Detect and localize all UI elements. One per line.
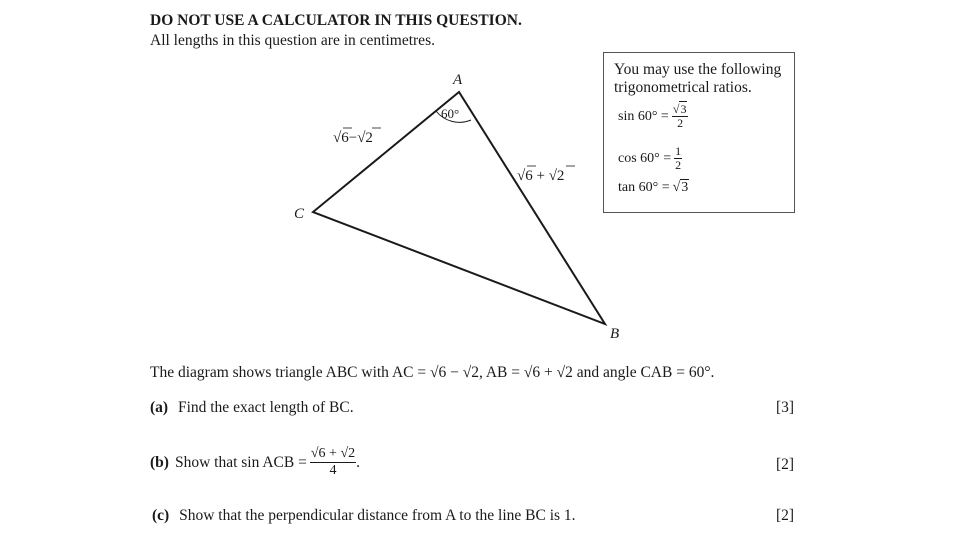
part-a-text: Find the exact length of BC. bbox=[177, 399, 354, 416]
part-c-label: (c) bbox=[152, 507, 170, 524]
part-a-label: (a) bbox=[150, 399, 169, 416]
tan-ratio-row bbox=[618, 180, 689, 196]
ratio-intro bbox=[614, 61, 781, 97]
part-b-fraction bbox=[310, 446, 356, 479]
tan-value: √3 bbox=[672, 180, 689, 195]
part-c-text: Show that the perpendicular distance from A to the line BC is 1. bbox=[179, 507, 576, 524]
part-c-marks: [2] bbox=[776, 507, 795, 524]
sin-label: sin 60° = bbox=[618, 108, 669, 124]
sin-denominator: 2 bbox=[677, 116, 684, 131]
ratio-intro-line1: You may use the following bbox=[614, 61, 782, 78]
trig-ratios-box bbox=[603, 52, 795, 213]
cos-ratio-row bbox=[618, 145, 682, 172]
sin-fraction bbox=[672, 103, 689, 130]
ratio-intro-line2: trigonometrical ratios. bbox=[614, 79, 752, 96]
question-stem: The diagram shows triangle ABC with AC = √6 − √2, AB = √6 + √2 and angle CAB = 60°. bbox=[150, 364, 715, 381]
side-ab-label: √6 + √2 bbox=[517, 168, 565, 184]
angle-label: 60° bbox=[441, 106, 460, 121]
instruction-subheading: All lengths in this question are in centimetres. bbox=[150, 32, 435, 49]
cos-denominator: 2 bbox=[675, 158, 682, 172]
part-c bbox=[152, 507, 576, 525]
side-ac-label: √6−√2 bbox=[333, 130, 373, 146]
part-b-text: Show that sin ACB = bbox=[174, 453, 307, 471]
cos-label: cos 60° = bbox=[618, 150, 672, 166]
triangle-abc bbox=[313, 92, 605, 324]
part-b-numerator: √6 + √2 bbox=[310, 446, 356, 461]
part-b-period: . bbox=[356, 453, 360, 471]
cos-numerator: 1 bbox=[675, 144, 682, 158]
cos-fraction bbox=[674, 145, 682, 172]
sin-numerator: √3 bbox=[672, 102, 687, 116]
tan-label: tan 60° = bbox=[618, 180, 670, 195]
part-b bbox=[150, 446, 360, 479]
vertex-a-label: A bbox=[453, 72, 463, 88]
part-b-marks: [2] bbox=[776, 456, 795, 473]
part-b-denominator: 4 bbox=[329, 463, 337, 478]
vertex-c-label: C bbox=[294, 206, 305, 222]
part-a-marks: [3] bbox=[776, 399, 795, 416]
part-a bbox=[150, 399, 354, 417]
sin-ratio-row bbox=[618, 103, 688, 130]
instruction-heading: DO NOT USE A CALCULATOR IN THIS QUESTION. bbox=[150, 12, 522, 29]
vertex-b-label: B bbox=[610, 326, 620, 342]
part-b-label: (b) bbox=[150, 453, 169, 471]
